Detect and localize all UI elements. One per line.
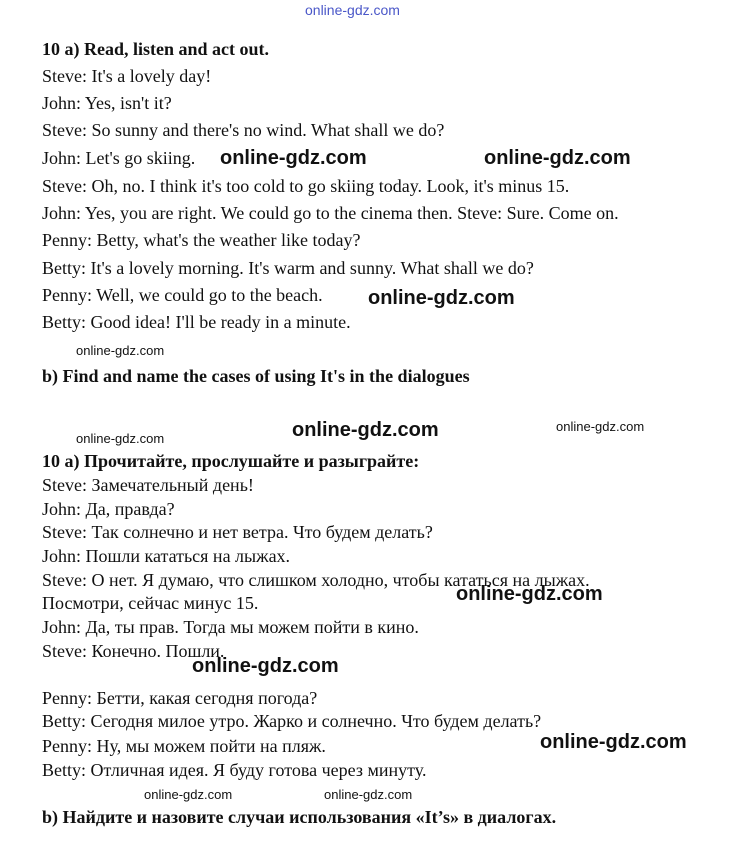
watermark: online-gdz.com xyxy=(540,731,687,753)
watermark: online-gdz.com xyxy=(368,287,515,309)
watermark: online-gdz.com xyxy=(456,583,603,605)
watermark: online-gdz.com xyxy=(484,147,631,169)
dialogue-line: Betty: Сегодня милое утро. Жарко и солнечно. Что будем делать? xyxy=(42,711,542,731)
dialogue-line: Penny: Betty, what's the weather like today? xyxy=(42,230,361,250)
dialogue-line: Посмотри, сейчас минус 15. xyxy=(42,593,259,613)
watermark: online-gdz.com xyxy=(192,655,339,677)
watermark: online-gdz.com xyxy=(220,147,367,169)
task-b-ru: b) Найдите и назовите случаи использования «It’s» в диалогах. xyxy=(42,807,557,827)
watermark: online-gdz.com xyxy=(556,419,645,434)
dialogue-line: John: Let's go skiing. xyxy=(42,148,196,168)
watermark: online-gdz.com xyxy=(76,431,165,446)
dialogue-line: Steve: Так солнечно и нет ветра. Что будем делать? xyxy=(42,522,433,542)
dialogue-line: Steve: Замечательный день! xyxy=(42,475,254,495)
watermark: online-gdz.com xyxy=(76,343,165,358)
dialogue-line: John: Пошли кататься на лыжах. xyxy=(42,546,291,566)
watermark: online-gdz.com xyxy=(292,419,439,441)
dialogue-line: Penny: Ну, мы можем пойти на пляж. xyxy=(42,736,326,756)
dialogue-line: Steve: Oh, no. I think it's too cold to go skiing today. Look, it's minus 15. xyxy=(42,176,570,196)
dialogue-line: Steve: О нет. Я думаю, что слишком холодно, чтобы кататься на лыжах. xyxy=(42,570,590,590)
dialogue-line: John: Да, ты прав. Тогда мы можем пойти в кино. xyxy=(42,617,419,637)
dialogue-line: Betty: Good idea! I'll be ready in a minute. xyxy=(42,312,351,332)
dialogue-line: Betty: Отличная идея. Я буду готова через минуту. xyxy=(42,760,427,780)
watermark: online-gdz.com xyxy=(324,787,413,802)
dialogue-line: John: Yes, you are right. We could go to the cinema then. Steve: Sure. Come on. xyxy=(42,203,619,223)
dialogue-line: Penny: Well, we could go to the beach. xyxy=(42,285,323,305)
dialogue-line: Penny: Бетти, какая сегодня погода? xyxy=(42,688,318,708)
watermark: online-gdz.com xyxy=(144,787,233,802)
dialogue-line: Betty: It's a lovely morning. It's warm and sunny. What shall we do? xyxy=(42,258,534,278)
exercise-heading-en: 10 a) Read, listen and act out. xyxy=(42,39,270,59)
exercise-heading-ru: 10 а) Прочитайте, прослушайте и разыграйте: xyxy=(42,451,420,471)
dialogue-line: John: Yes, isn't it? xyxy=(42,93,172,113)
dialogue-line: Steve: So sunny and there's no wind. What shall we do? xyxy=(42,120,445,140)
dialogue-line: John: Да, правда? xyxy=(42,499,175,519)
watermark-top: online-gdz.com xyxy=(305,2,400,18)
dialogue-line: Steve: It's a lovely day! xyxy=(42,66,212,86)
dialogue-line: Steve: Конечно. Пошли. xyxy=(42,641,225,661)
task-b-en: b) Find and name the cases of using It's in the dialogues xyxy=(42,366,470,386)
